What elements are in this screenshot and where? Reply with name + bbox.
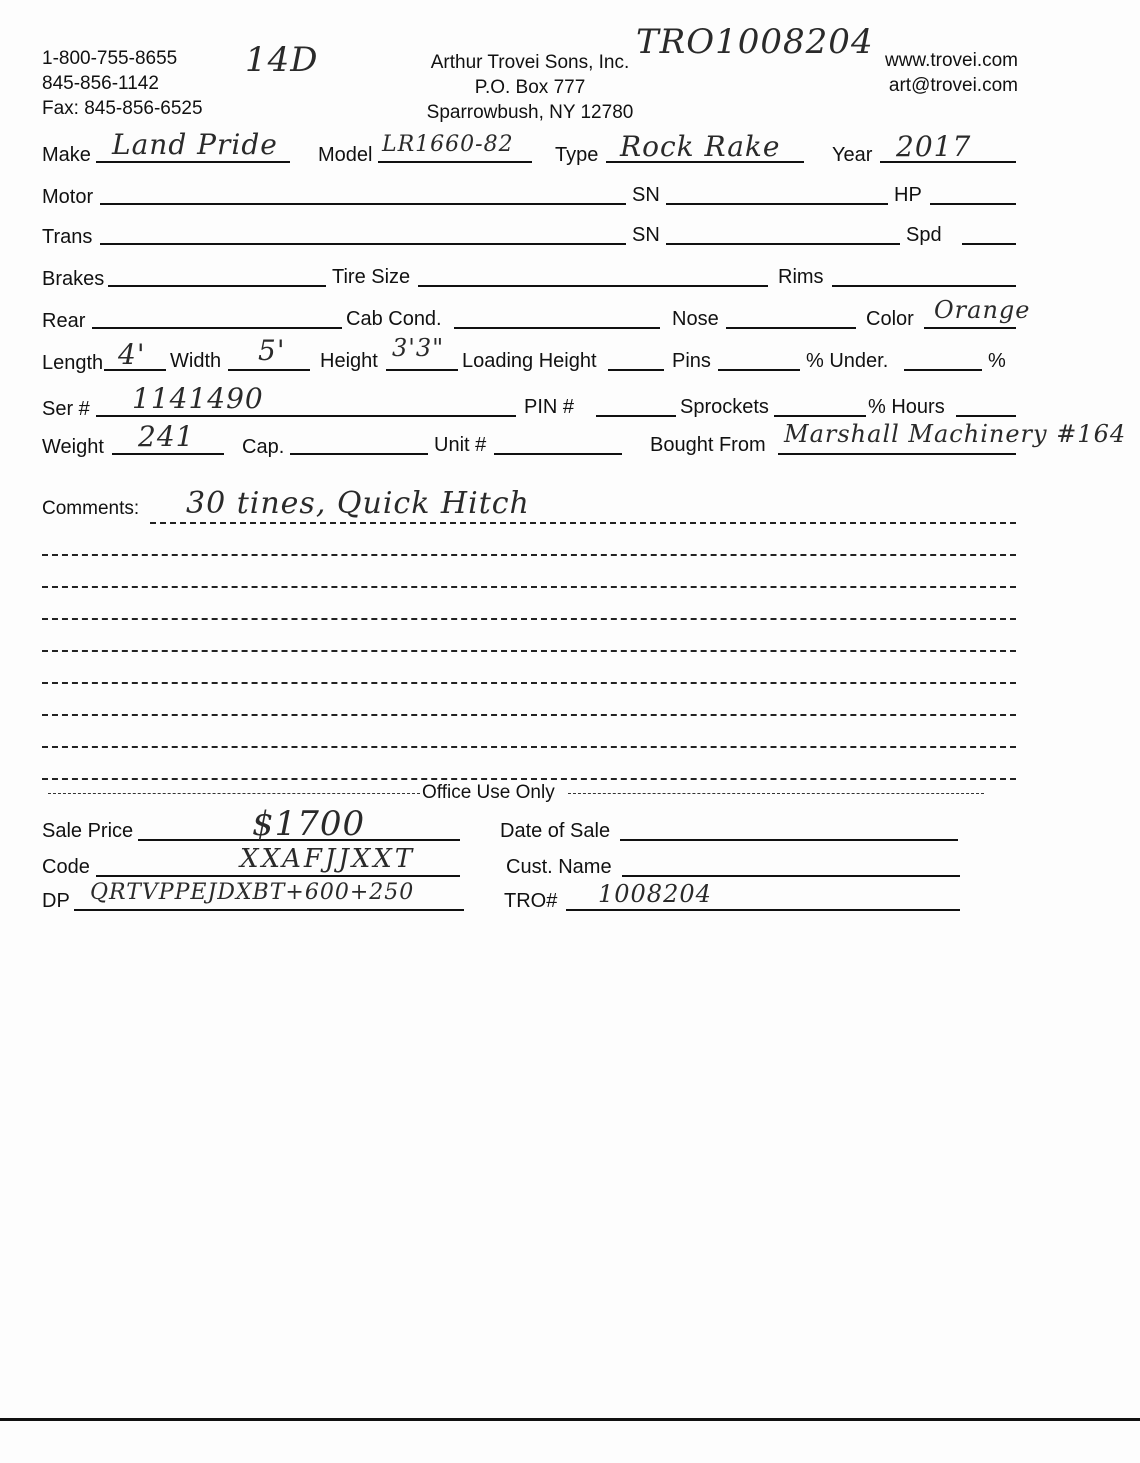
office-use-heading: Office Use Only [422,782,555,803]
bought-from-field[interactable]: Marshall Machinery #164 [784,420,1127,448]
pct-under-label: % Under. [806,350,889,372]
loading-height-field[interactable] [608,369,664,371]
width-line [228,369,310,371]
type-label: Type [555,144,599,166]
cap-label: Cap. [242,436,285,458]
ser-field[interactable]: 1141490 [132,382,264,415]
weight-field[interactable]: 241 [138,420,195,453]
width-label: Width [170,350,222,372]
rims-label: Rims [778,266,824,288]
model-field[interactable]: LR1660-82 [382,132,514,157]
po-box: P.O. Box 777 [474,77,586,98]
company-phones [42,46,203,121]
phone-local: 845-856-1142 [42,73,159,94]
company-address [400,50,660,125]
tro-label: TRO# [504,890,558,912]
website-link[interactable]: www.trovei.com [884,50,1018,71]
dp-field[interactable]: QRTVPPEJDXBT+600+250 [90,880,415,905]
color-line [924,327,1016,329]
bought-from-line [778,453,1016,455]
height-label: Height [320,350,378,372]
comments-line-6[interactable] [42,682,1016,684]
sprockets-field[interactable] [774,415,866,417]
trans-sn-label: SN [632,224,660,246]
nose-label: Nose [672,308,719,330]
height-line [386,369,458,371]
comments-line-4[interactable] [42,618,1016,620]
model-label: Model [318,144,373,166]
pins-field[interactable] [718,369,800,371]
tire-size-field[interactable] [418,285,768,287]
tro-line [566,909,960,911]
date-of-sale-field[interactable] [620,839,958,841]
fax-number: Fax: 845-856-6525 [42,98,203,119]
date-of-sale-label: Date of Sale [500,820,611,842]
pct-under-field[interactable] [904,369,982,371]
cap-field[interactable] [290,453,428,455]
color-field[interactable]: Orange [934,296,1031,324]
comments-line-3[interactable] [42,586,1016,588]
height-field[interactable]: 3'3" [392,334,445,362]
tro-field[interactable]: 1008204 [598,880,712,908]
unit-field[interactable] [494,453,622,455]
sale-price-field[interactable]: $1700 [252,804,366,844]
pct-hours-label: % Hours [868,396,945,418]
scan-bottom-edge [0,1418,1140,1463]
sale-price-label: Sale Price [42,820,134,842]
comments-label: Comments: [42,498,140,519]
code-line [96,875,460,877]
motor-sn-label: SN [632,184,660,206]
cust-name-label: Cust. Name [506,856,612,878]
model-line [378,161,532,163]
handwritten-tro-number: TRO1008204 [636,22,874,62]
color-label: Color [866,308,914,330]
motor-label: Motor [42,186,94,208]
ser-line [96,415,516,417]
make-label: Make [42,144,91,166]
pct-under-unit: % [988,350,1006,372]
length-field[interactable]: 4' [118,338,146,371]
company-name: Arthur Trovei Sons, Inc. [430,52,630,73]
motor-field[interactable] [100,203,626,205]
nose-field[interactable] [726,327,856,329]
year-label: Year [832,144,873,166]
cab-cond-label: Cab Cond. [346,308,442,330]
comments-line-1 [150,522,1016,524]
comments-line-5[interactable] [42,650,1016,652]
comments-line-9[interactable] [42,778,1016,780]
office-divider-right [568,793,984,794]
dp-label: DP [42,890,70,912]
comments-field[interactable]: 30 tines, Quick Hitch [186,486,530,521]
bought-from-label: Bought From [650,434,766,456]
ser-label: Ser # [42,398,90,420]
brakes-field[interactable] [108,285,326,287]
width-field[interactable]: 5' [258,334,286,367]
city-state: Sparrowbush, NY 12780 [426,102,634,123]
comments-line-8[interactable] [42,746,1016,748]
motor-sn-field[interactable] [666,203,888,205]
loading-height-label: Loading Height [462,350,597,372]
comments-line-7[interactable] [42,714,1016,716]
pin-field[interactable] [596,415,676,417]
pct-hours-field[interactable] [956,415,1016,417]
code-label: Code [42,856,90,878]
weight-label: Weight [42,436,104,458]
weight-line [112,453,224,455]
trans-field[interactable] [100,243,626,245]
cab-cond-field[interactable] [454,327,660,329]
make-line [96,161,290,163]
type-field[interactable]: Rock Rake [620,130,781,163]
sprockets-label: Sprockets [680,396,769,418]
trans-sn-field[interactable] [666,243,900,245]
hp-label: HP [894,184,922,206]
tire-size-label: Tire Size [332,266,411,288]
email-link[interactable]: art@trovei.com [888,75,1018,96]
phone-tollfree: 1-800-755-8655 [42,48,178,69]
pin-label: PIN # [524,396,575,418]
make-field[interactable]: Land Pride [112,128,278,161]
rims-field[interactable] [832,285,1016,287]
company-contact [840,48,1018,98]
brakes-label: Brakes [42,268,105,290]
spd-field[interactable] [962,243,1016,245]
comments-line-2[interactable] [42,554,1016,556]
trans-label: Trans [42,226,93,248]
unit-label: Unit # [434,434,487,456]
hp-field[interactable] [930,203,1016,205]
length-label: Length [42,352,104,374]
spd-label: Spd [906,224,942,246]
year-field[interactable]: 2017 [896,130,972,163]
rear-field[interactable] [92,327,342,329]
rear-label: Rear [42,310,86,332]
cust-name-field[interactable] [622,875,960,877]
handwritten-code: 14D [245,40,319,80]
office-divider-left [48,793,420,794]
code-field[interactable]: XXAFJJXXT [240,844,416,874]
dp-line [74,909,464,911]
pins-label: Pins [672,350,711,372]
